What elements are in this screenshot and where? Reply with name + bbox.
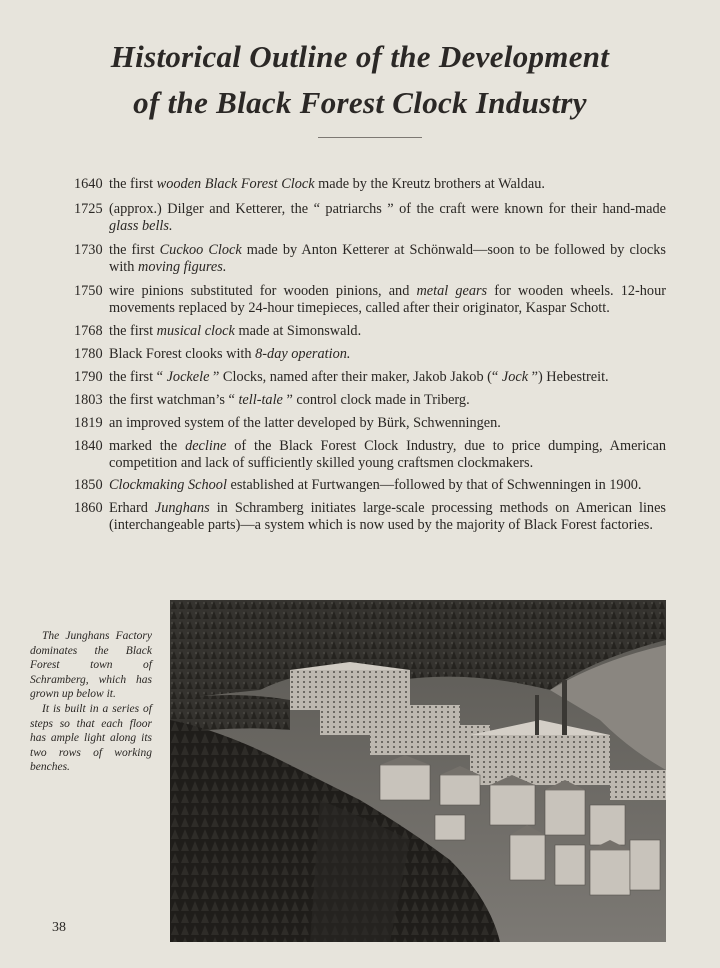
page-number: 38 (52, 920, 66, 935)
page-title (0, 34, 720, 126)
body-text: the first (109, 323, 157, 339)
timeline-year: 1803 (74, 392, 103, 408)
timeline-year: 1850 (74, 477, 103, 493)
emphasis-text: wooden Black Forest Clock (156, 176, 315, 192)
title-divider (318, 137, 422, 138)
timeline-text (109, 392, 666, 409)
body-text: ” Clocks, named after their maker, Jakob Jakob (“ (209, 369, 502, 385)
timeline-entry (74, 369, 666, 386)
body-text: in Schramberg initiates large-scale processing methods on American lines (interchangeable parts)—a system which is now used by the majority of Black Forest factories. (109, 500, 666, 533)
emphasis-text: tell-tale (238, 392, 283, 408)
emphasis-text: metal gears (416, 283, 488, 299)
body-text: made by Anton Ketterer at Schönwald—soon to be followed by clocks with (109, 242, 666, 275)
timeline-entry (74, 283, 666, 317)
timeline-text (109, 201, 666, 235)
title-line-1: Historical Outline of the Development (110, 39, 610, 74)
body-text: an improved system of the latter developed by Bürk, Schwenningen. (109, 415, 501, 431)
body-text: ” control clock made in Triberg. (282, 392, 470, 408)
timeline-text (109, 283, 666, 317)
emphasis-text: Clockmaking School (109, 477, 227, 493)
body-text: marked the (109, 438, 186, 454)
body-text: wire pinions substituted for wooden pinions, and (109, 283, 417, 299)
emphasis-text: Junghans (154, 500, 210, 516)
timeline-year: 1780 (74, 346, 103, 362)
body-text: (approx.) Dilger and Ketterer, the “ patriarchs ” of the craft were known for their hand-made (109, 201, 666, 217)
timeline-year: 1725 (74, 201, 103, 217)
timeline-text (109, 477, 666, 494)
emphasis-text: decline (185, 438, 227, 454)
photo-caption (30, 629, 152, 775)
emphasis-text: Jockele (166, 369, 210, 385)
body-text: the first “ (109, 369, 167, 385)
timeline-year: 1640 (74, 176, 103, 192)
timeline-year: 1768 (74, 323, 103, 339)
caption-paragraph-2: It is built in a series of steps so that each floor has ample light along its two rows of working benches. (30, 702, 152, 774)
body-text: the first (109, 176, 157, 192)
timeline-entry (74, 438, 666, 472)
body-text: of the Black Forest Clock Industry, due to price dumping, American competition and lack of sufficiently skilled young craftsmen clockmakers. (109, 438, 667, 471)
emphasis-text: Cuckoo Clock (159, 242, 242, 258)
timeline-year: 1730 (74, 242, 103, 258)
timeline-text (109, 346, 666, 363)
timeline-year: 1790 (74, 369, 103, 385)
timeline-text (109, 500, 666, 534)
timeline-entry (74, 500, 666, 534)
caption-paragraph-1: The Junghans Factory dominates the Black Forest town of Schramberg, which has grown up below it. (30, 630, 152, 701)
timeline-year: 1750 (74, 283, 103, 299)
body-text: Erhard (109, 500, 155, 516)
body-text: Black Forest clooks with (109, 346, 256, 362)
body-text: the first (109, 242, 160, 258)
timeline-list (74, 176, 666, 534)
body-text: made at Simonswald. (234, 323, 362, 339)
timeline-text (109, 176, 666, 193)
timeline-entry (74, 176, 666, 193)
emphasis-text: 8-day operation. (255, 346, 351, 362)
timeline-year: 1840 (74, 438, 103, 454)
timeline-year: 1819 (74, 415, 103, 431)
body-text: the first watchman’s “ (109, 392, 239, 408)
timeline-entry (74, 242, 666, 276)
body-text: established at Furtwangen—followed by that of Schwenningen in 1900. (226, 477, 642, 493)
timeline-year: 1860 (74, 500, 103, 516)
timeline-text (109, 369, 666, 386)
emphasis-text: glass bells. (109, 218, 173, 234)
timeline-text (109, 242, 666, 276)
timeline-entry (74, 323, 666, 340)
timeline-entry (74, 346, 666, 363)
timeline-entry (74, 415, 666, 432)
timeline-text (109, 415, 666, 432)
timeline-text (109, 438, 666, 472)
emphasis-text: moving figures. (138, 259, 227, 275)
title-line-2: of the Black Forest Clock Industry (133, 85, 587, 120)
emphasis-text: Jock (501, 369, 529, 385)
emphasis-text: musical clock (156, 323, 235, 339)
timeline-text (109, 323, 666, 340)
timeline-entry (74, 201, 666, 235)
timeline-entry (74, 392, 666, 409)
body-text: made by the Kreutz brothers at Waldau. (314, 176, 545, 192)
body-text: for wooden wheels. 12-hour movements replaced by 24-hour timepieces, called after their originator, Kaspar Schott. (109, 283, 666, 316)
timeline-entry (74, 477, 666, 494)
body-text: ”) Hebestreit. (528, 369, 609, 385)
factory-photo (170, 600, 666, 942)
